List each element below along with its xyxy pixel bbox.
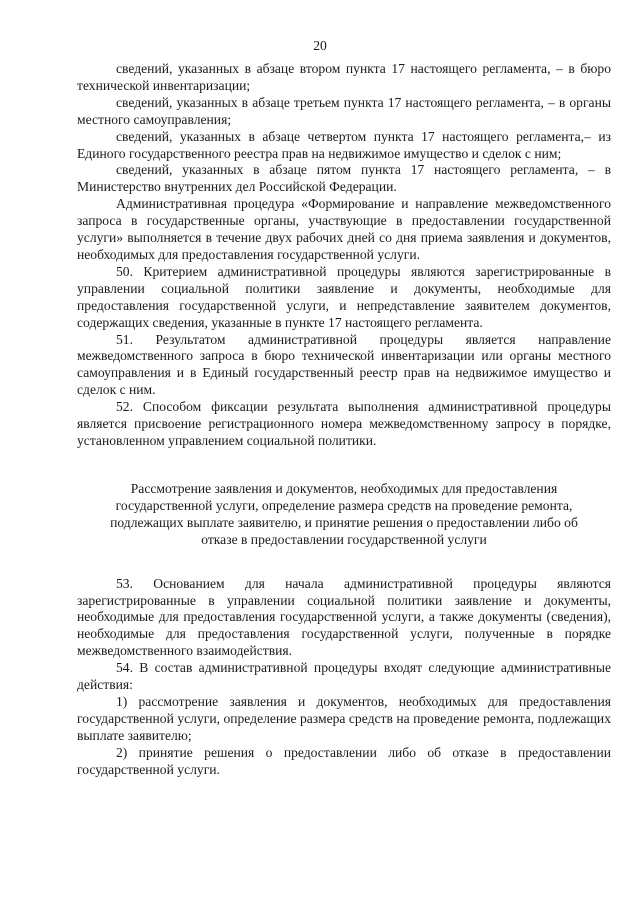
section-heading-line: Рассмотрение заявления и документов, необходимых для предоставления	[130, 480, 558, 496]
section-heading-line: государственной услуги, определение размера средств на проведение ремонта,	[115, 498, 573, 514]
paragraph-51: 51. Результатом административной процедуры является направление межведомственного запроса в бюро технической инвентаризации или органы местного самоуправления и в Единый государственный реестр прав на недвижимое имущество и сделок с ним.	[77, 331, 611, 398]
document-body	[77, 61, 611, 779]
page-number: 20	[313, 38, 327, 53]
paragraph-local-government-request: сведений, указанных в абзаце третьем пункта 17 настоящего регламента, – в органы местного самоуправления;	[77, 94, 611, 127]
list-item-2: 2) принятие решения о предоставлении либо об отказе в предоставлении государственной услуги.	[77, 744, 611, 777]
section-heading-line: отказе в предоставлении государственной услуги	[201, 532, 487, 548]
paragraph-bti-request: сведений, указанных в абзаце втором пункта 17 настоящего регламента, – в бюро технической инвентаризации;	[77, 61, 611, 93]
paragraph-53: 53. Основанием для начала административной процедуры являются зарегистрированные в управлении социальной политики заявление и документы, необходимые для предоставления государственной услуги, а также документы (сведения), необходимые для предоставления государственной услуги, полученные в порядке межведомственного взаимодействия.	[77, 575, 611, 659]
paragraph-mvd-request: сведений, указанных в абзаце пятом пункта 17 настоящего регламента, – в Министерство внутренних дел Российской Федерации.	[77, 162, 611, 195]
paragraph-egrp-request: сведений, указанных в абзаце четвертом пункта 17 настоящего регламента,– из Единого государственного реестра прав на недвижимое имущество и сделок с ним;	[77, 128, 611, 161]
paragraph-50: 50. Критерием административной процедуры являются зарегистрированные в управлении социальной политики заявление и документы, необходимые для предоставления государственной услуги, и непредставление заявителем документов, содержащих сведения, указанные в пункте 17 настоящего регламента.	[77, 263, 611, 330]
section-heading-line: подлежащих выплате заявителю, и принятие решения о предоставлении либо об	[110, 515, 578, 531]
list-item-1: 1) рассмотрение заявления и документов, необходимых для предоставления государственной услуги, определение размера средств на проведение ремонта, подлежащих выплате заявителю;	[77, 694, 611, 743]
paragraph-52: 52. Способом фиксации результата выполнения административной процедуры является присвоение регистрационного номера межведомственному запросу в порядке, установленном управлением социальной политики.	[77, 399, 611, 448]
paragraph-procedure-deadline: Административная процедура «Формирование и направление межведомственного запроса в государственные органы, участвующие в предоставлении государственной услуги» выполняется в течение двух рабочих дней со дня приема заявления и документов, необходимых для предоставления государственной услуги.	[77, 196, 611, 262]
paragraph-54: 54. В состав административной процедуры входят следующие административные действия:	[77, 660, 611, 693]
section-heading	[77, 480, 611, 549]
